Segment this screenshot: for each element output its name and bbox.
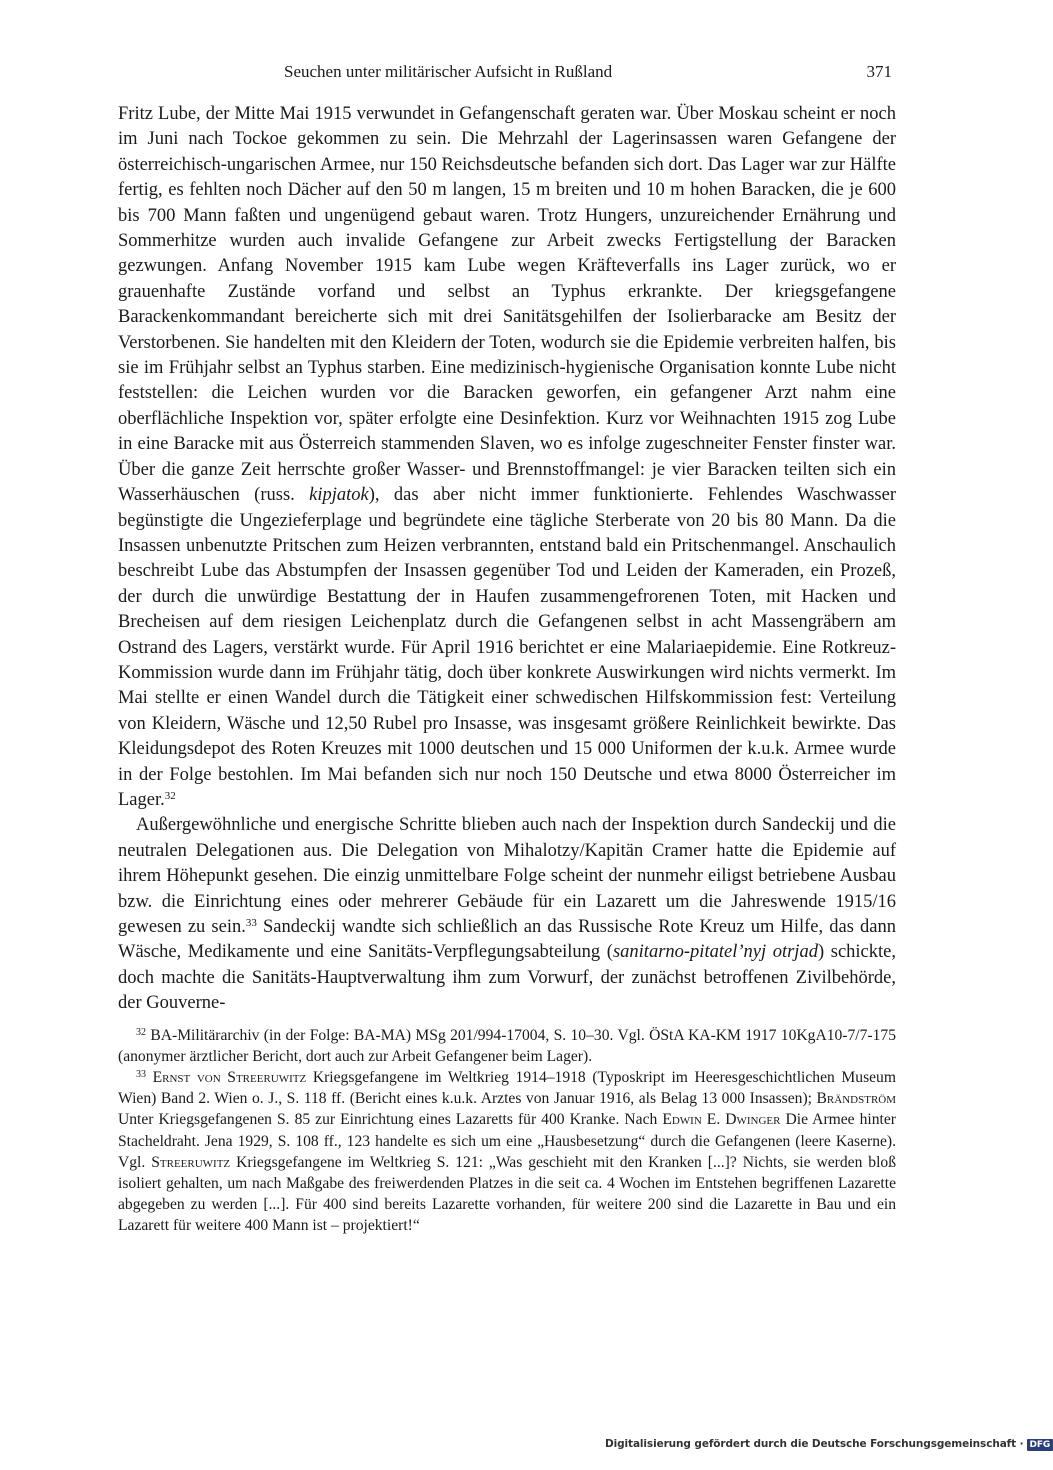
footnotes [118,1025,896,1237]
running-head-title: Seuchen unter militärischer Aufsicht in Rußland [284,62,613,81]
dfg-credit-text: Digitalisierung gefördert durch die Deutsche Forschungsgemeinschaft · [605,1438,1024,1450]
footnote-33: $^{33}$ Ernst von Streeruwitz Kriegsgefangene im Weltkrieg 1914–1918 (Typoskript im Heeresgeschichtlichen Museum Wien) Band 2. Wien o. J., S. 118 ff. (Bericht eines k.u.k. Arztes von Januar 1916, als Belag 13 000 Insassen); Brändström Unter Kriegsgefangenen S. 85 zur Einrichtung eines Lazaretts für 400 Kranke. Nach Edwin E. Dwinger Die Armee hinter Stacheldraht. Jena 1929, S. 108 ff., 123 handelte es sich um eine „Hausbesetzung“ durch die Gefangenen (leere Kaserne). Vgl. Streeruwitz Kriegsgefangene im Weltkrieg S. 121: „Was geschieht mit den Kranken [...]? Nichts, sie werden bloß isoliert gehalten, um nach Maßgabe des freiwerdenden Platzes in die seit ca. 4 Wochen im Entstehen begriffenen Lazarette abgegeben zu werden [...]. Für 400 sind bereits Lazarette vorhanden, für weitere 200 sind die Lazarette in Bau und ein Lazarett für weitere 400 Mann ist – projektiert!“ [118,1069,897,1235]
running-head [118,62,896,92]
paragraph: Außergewöhnliche und energische Schritte blieben auch nach der Inspektion durch Sandeckij und die neutralen Delegationen aus. Die Delegation von Mihalotzy/Kapitän Cramer hatte die Epidemie auf ihrem Höhepunkt gesehen. Die einzig unmittelbare Folge scheint der nunmehr eiligst betriebene Ausbau bzw. die Einrichtung eines oder mehrerer Gebäude für ein Lazarett um die Jahreswende 1915/16 gewesen zu sein.$^{33}$ Sandeckij wandte sich schließlich an das Russische Rote Kreuz um Hilfe, das dann Wäsche, Medikamente und eine Sanitäts-Verpflegungsabteilung (sanitarno-pitatel’nyj otrjad) schickte, doch machte die Sanitäts-Hauptverwaltung ihm zum Vorwurf, der zunächst betroffenen Zivilbehörde, der Gouverne- [118,815,896,1014]
paragraph: Fritz Lube, der Mitte Mai 1915 verwundet in Gefangenschaft geraten war. Über Moskau scheint er noch im Juni nach Tockoe gekommen zu sein. Die Mehrzahl der Lagerinsassen waren Gefangene der österreichisch-ungarischen Armee, nur 150 Reichsdeutsche befanden sich dort. Das Lager war zur Hälfte fertig, es fehlten noch Dächer auf den 50 m langen, 15 m breiten und 10 m hohen Baracken, die je 600 bis 700 Mann faßten und ungenügend gebaut waren. Trotz Hungers, unzureichender Ernährung und Sommerhitze wurden auch invalide Gefangene zur Arbeit zwecks Fertigstellung der Baracken gezwungen. Anfang November 1915 kam Lube wegen Kräfteverfalls ins Lager zurück, wo er grauenhafte Zustände vorfand und selbst an Typhus erkrankte. Der kriegsgefangene Barackenkommandant bereicherte sich mit drei Sanitätsgehilfen der Isolierbaracke am Besitz der Verstorbenen. Sie handelten mit den Kleidern der Toten, wodurch sie die Epidemie verbreiten halfen, bis sie im Frühjahr selbst an Typhus starben. Eine medizinisch-hygienische Organisation konnte Lube nicht feststellen: die Leichen wurden vor die Baracken geworfen, ein gefangener Arzt nahm eine oberflächliche Inspektion vor, später erfolgte eine Desinfektion. Kurz vor Weihnachten 1915 zog Lube in eine Baracke mit aus Österreich stammenden Slaven, wo es infolge zugeschneiter Fenster finster war. Über die ganze Zeit herrschte großer Wasser- und Brennstoffmangel: je vier Baracken teilten sich ein Wasserhäuschen (russ. kipjatok), das aber nicht immer funktionierte. Fehlendes Waschwasser begünstigte die Ungezieferplage und begründete eine tägliche Sterberate von 20 bis 80 Mann. Da die Insassen unbenutzte Pritschen zum Heizen verbrannten, entstand bald ein Pritschenmangel. Anschaulich beschreibt Lube das Abstumpfen der Insassen gegenüber Tod und Leiden der Kameraden, ein Prozeß, der durch die unwürdige Bestattung der in Haufen zusammengefrorenen Toten, mit Hacken und Brecheisen auf dem riesigen Leichenplatz durch die Gefangenen selbst in acht Massengräbern am Ostrand des Lagers, verstärkt wurde. Für April 1916 berichtet er eine Malariaepidemie. Eine Rotkreuz-Kommission wurde dann im Frühjahr tätig, doch über konkrete Auswirkungen wird nichts vermerkt. Im Mai stellte er einen Wandel durch die Tätigkeit einer schwedischen Hilfskommission fest: Verteilung von Kleidern, Wäsche und 12,50 Rubel pro Insasse, was insgesamt größere Reinlichkeit bewirkte. Das Kleidungsdepot des Roten Kreuzes mit 1000 deutschen und 15 000 Uniformen der k.u.k. Armee wurde in der Folge bestohlen. Im Mai befanden sich nur noch 150 Deutsche und etwa 8000 Österreicher im Lager.$^{32}$ [118,104,896,810]
page-number: 371 [866,62,892,81]
document-page [118,62,896,1237]
main-text [118,102,896,1017]
footnote-ref: 32 [164,789,176,802]
dfg-logo: DFG [1027,1439,1053,1451]
footnote-32: $^{32}$ BA-Militärarchiv (in der Folge: BA-MA) MSg 201/994-17004, S. 10–30. Vgl. ÖStA KA-KM 1917 10KgA10-7/7-175 (anonymer ärztlicher Bericht, dort auch zur Arbeit Gefangener beim Lager). [118,1026,896,1065]
footnote-ref: 33 [245,917,257,929]
dfg-credit [605,1438,1053,1451]
